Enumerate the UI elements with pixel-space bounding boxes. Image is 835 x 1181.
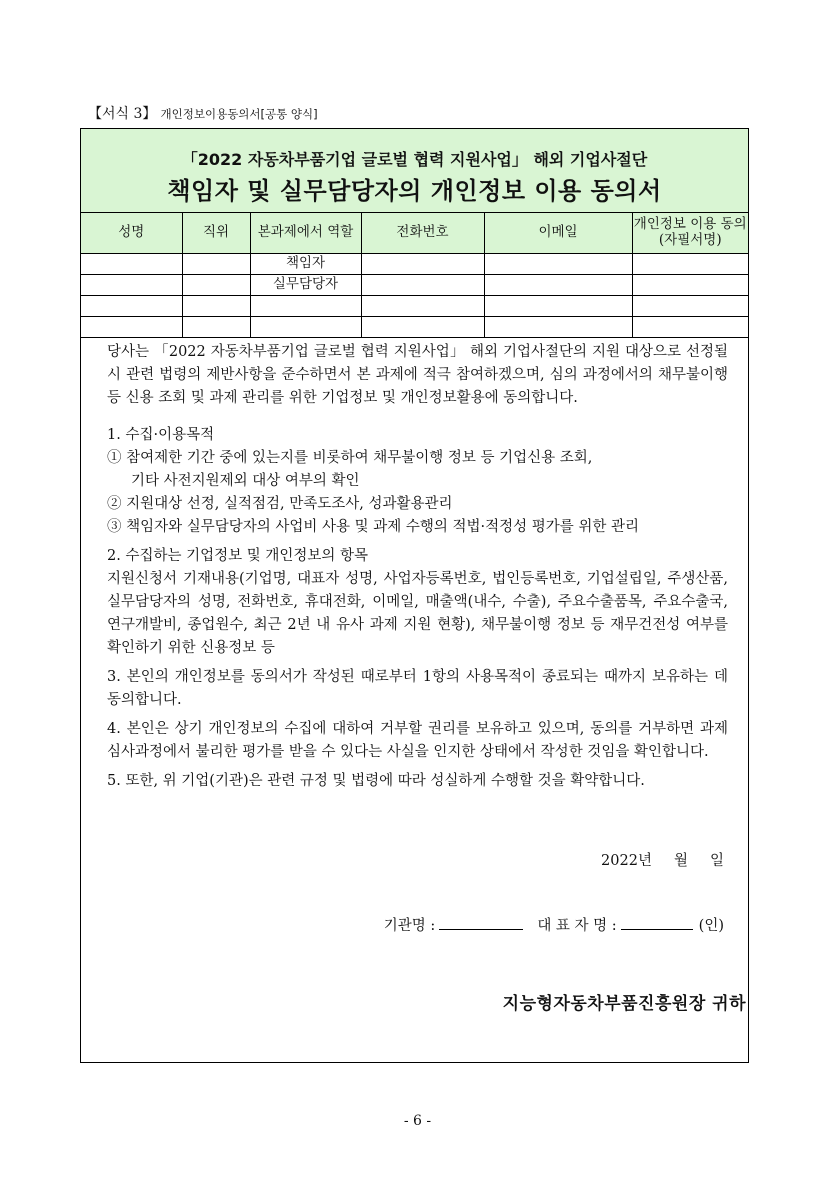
table-row: [81, 296, 748, 317]
name-cell[interactable]: [81, 317, 182, 338]
table-row: [81, 275, 748, 296]
signature-cell[interactable]: [632, 275, 748, 296]
signature-cell[interactable]: [632, 296, 748, 317]
table-header-row: [81, 213, 748, 254]
representative-field[interactable]: [621, 915, 693, 930]
phone-cell[interactable]: [361, 317, 484, 338]
column-header-phone: 전화번호: [361, 213, 484, 254]
email-cell[interactable]: [484, 317, 632, 338]
section-3: 3. 본인의 개인정보를 동의서가 작성된 때로부터 1항의 사용목적이 종료되는 때까지 보유하는 데 동의합니다.: [107, 669, 728, 708]
position-cell[interactable]: [182, 296, 250, 317]
email-cell[interactable]: [484, 254, 632, 275]
section-5: 5. 또한, 위 기업(기관)은 관련 규정 및 법령에 따라 성실하게 수행할 것을 확약합니다.: [107, 773, 645, 789]
signature-line: [384, 914, 724, 935]
representative-label: 대 표 자 명 :: [537, 918, 617, 934]
table-row: [81, 317, 748, 338]
personnel-table: [81, 213, 748, 338]
date-line: [601, 849, 724, 870]
date-year[interactable]: 2022년: [601, 853, 652, 869]
name-cell[interactable]: [81, 254, 182, 275]
section-2-title: 2. 수집하는 기업정보 및 개인정보의 항목: [107, 548, 368, 564]
phone-cell[interactable]: [361, 275, 484, 296]
org-name-field[interactable]: [439, 915, 523, 930]
section-1-item-1-continued: 기타 사전지원제외 대상 여부의 확인: [131, 473, 360, 489]
column-header-consent-signature: 개인정보 이용 동의(자필서명): [632, 213, 748, 254]
email-cell[interactable]: [484, 296, 632, 317]
signature-cell[interactable]: [632, 317, 748, 338]
form-label: [88, 103, 318, 123]
section-4: 4. 본인은 상기 개인정보의 수집에 대하여 거부할 권리를 보유하고 있으며, 동의를 거부하면 과제 심사과정에서 불리한 평가를 받을 수 있다는 사실을 인지한 상태에서 작성한 것임을 확인합니다.: [107, 721, 728, 760]
signature-cell[interactable]: [632, 254, 748, 275]
section-1-item-1: ① 참여제한 기간 중에 있는지를 비롯하여 채무불이행 정보 등 기업신용 조회,: [107, 450, 593, 466]
date-month[interactable]: 월: [673, 853, 688, 869]
name-cell[interactable]: [81, 296, 182, 317]
form-number: 【서식 3】: [88, 106, 157, 122]
role-cell[interactable]: [250, 296, 361, 317]
position-cell[interactable]: [182, 317, 250, 338]
role-cell: 실무담당자: [250, 275, 361, 296]
org-name-label: 기관명 :: [383, 918, 436, 934]
form-header: [81, 129, 748, 213]
page-number: - 6 -: [403, 1113, 432, 1129]
consent-form: [80, 128, 749, 1063]
column-header-role: 본과제에서 역할: [250, 213, 361, 254]
date-day[interactable]: 일: [709, 853, 724, 869]
position-cell[interactable]: [182, 254, 250, 275]
section-1-item-2: ② 지원대상 선정, 실적점검, 만족도조사, 성과활용관리: [107, 496, 453, 512]
seal-mark: (인): [698, 918, 724, 934]
phone-cell[interactable]: [361, 296, 484, 317]
role-cell: 책임자: [250, 254, 361, 275]
email-cell[interactable]: [484, 275, 632, 296]
column-header-email: 이메일: [484, 213, 632, 254]
section-1-title: 1. 수집·이용목적: [107, 427, 215, 443]
section-1-item-3: ③ 책임자와 실무담당자의 사업비 사용 및 과제 수행의 적법·적정성 평가를 위한 관리: [107, 519, 640, 535]
phone-cell[interactable]: [361, 254, 484, 275]
intro-paragraph: 당사는 「2022 자동차부품기업 글로벌 협력 지원사업」 해외 기업사절단의 지원 대상으로 선정될 시 관련 법령의 제반사항을 준수하면서 본 과제에 적극 참여하겠으며, 심의 과정에서의 채무불이행 등 신용 조회 및 과제 관리를 위한 기업정보 및 개인정보활용에 동의합니다.: [107, 344, 728, 406]
form-title: 개인정보이용동의서[공통 양식]: [160, 107, 318, 121]
program-subtitle: 「2022 자동차부품기업 글로벌 협력 지원사업」 해외 기업사절단: [181, 150, 648, 169]
addressee: 지능형자동차부품진흥원장 귀하: [502, 994, 746, 1014]
role-cell[interactable]: [250, 317, 361, 338]
name-cell[interactable]: [81, 275, 182, 296]
column-header-position: 직위: [182, 213, 250, 254]
table-row: [81, 254, 748, 275]
position-cell[interactable]: [182, 275, 250, 296]
consent-body: [107, 341, 728, 793]
document-title: 책임자 및 실무담당자의 개인정보 이용 동의서: [167, 177, 662, 205]
section-2-text: 지원신청서 기재내용(기업명, 대표자 성명, 사업자등록번호, 법인등록번호, 기업설립일, 주생산품, 실무담당자의 성명, 전화번호, 휴대전화, 이메일, 매출액(내수, 수출), 주요수출품목, 주요수출국, 연구개발비, 종업원수, 최근 2년 내 유사 과제 지원 현황), 채무불이행 정보 등 재무건전성 여부를 확인하기 위한 신용정보 등: [107, 571, 728, 656]
column-header-name: 성명: [81, 213, 182, 254]
